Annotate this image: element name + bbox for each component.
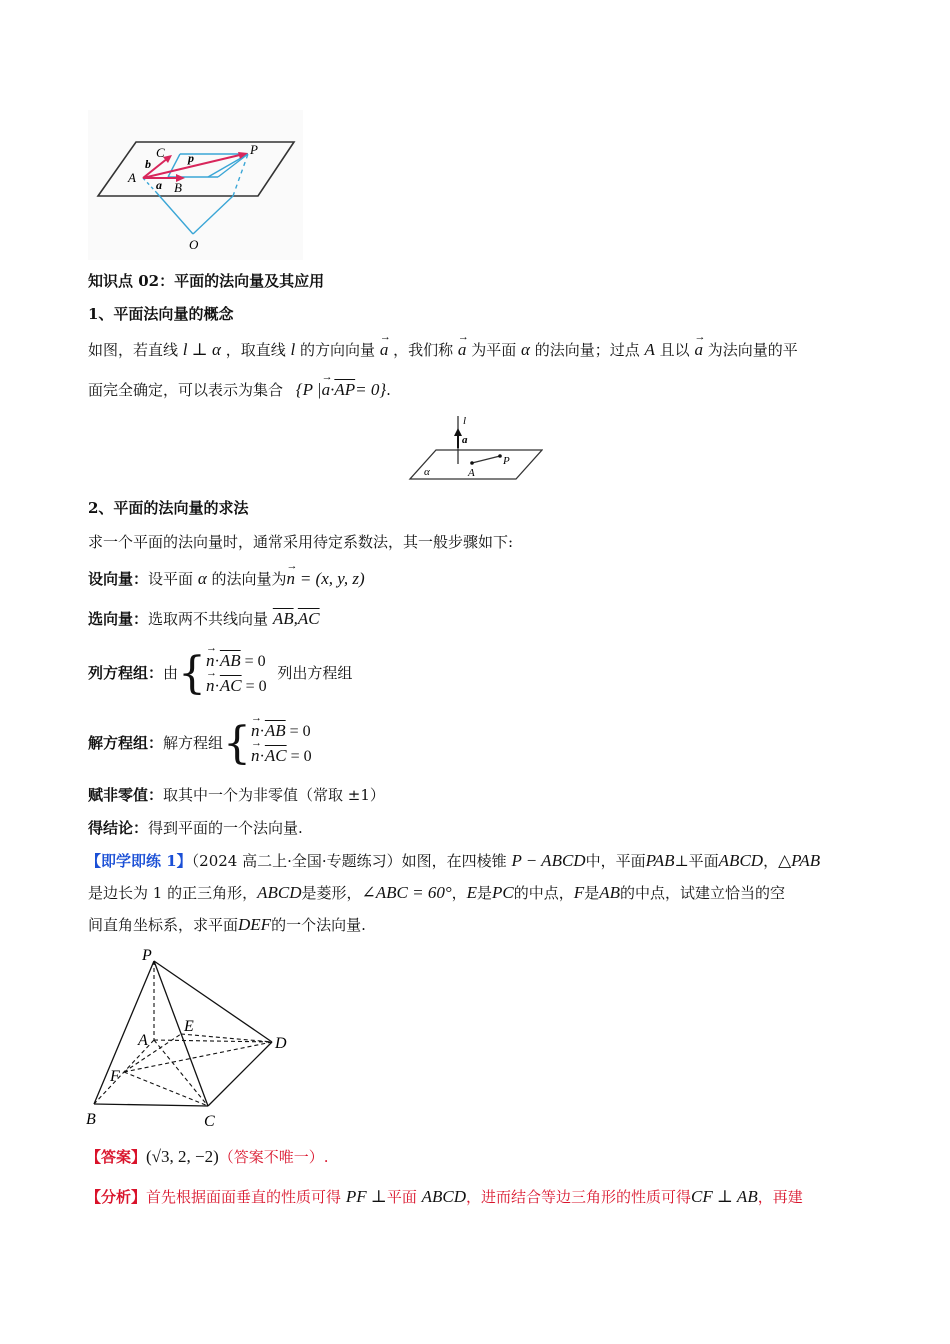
edge-pc bbox=[154, 961, 208, 1106]
figure-pyramid bbox=[84, 944, 294, 1134]
label-e: E bbox=[184, 1018, 194, 1035]
label-f: F bbox=[110, 1068, 120, 1085]
subsection-method-title: 2、平面的法向量的求法 bbox=[88, 499, 249, 517]
answer-line: 【答案】(√3, 2, −2)（答案不唯一）. bbox=[86, 1147, 329, 1166]
segment-fc-hidden bbox=[124, 1072, 208, 1106]
label-a-vector: a bbox=[156, 178, 162, 192]
exercise-tag: 【即学即练 1】 bbox=[86, 852, 192, 870]
figure-normal-vector bbox=[408, 412, 543, 484]
step-conclusion: 得结论：得到平面的一个法向量. bbox=[88, 819, 303, 837]
label-o: O bbox=[189, 237, 199, 252]
label-c: C bbox=[156, 145, 165, 160]
figure-plane-vectors bbox=[88, 110, 303, 260]
point-p bbox=[498, 454, 502, 458]
concept-paragraph-line1: 如图，若直线 l ⊥ α ，取直线 l 的方向向量 → a ，我们称 → a 为平面 α 的法向量；过点 A 且以 → a 为法向量的平 bbox=[88, 339, 798, 361]
concept-paragraph-line2: 面完全确定，可以表示为集合 {P |→ $a\cdot\overline{AP}= 0$}. bbox=[88, 379, 391, 401]
label-b-vector: b bbox=[145, 157, 151, 171]
label-p: P bbox=[503, 455, 510, 467]
label-b: B bbox=[86, 1111, 96, 1128]
exercise-line2: 是边长为 1 的正三角形，ABCD是菱形，∠ABC = 60°，E是PC的中点，F是AB的中点，试建立恰当的空 bbox=[88, 883, 785, 902]
exercise-line1: 【即学即练 1】（2024 高二上·全国·专题练习）如图，在四棱锥 P − ABCD中，平面PAB⊥平面ABCD，△PAB bbox=[86, 851, 821, 870]
label-p: P bbox=[142, 947, 152, 964]
label-a-vector: a bbox=[462, 434, 468, 446]
label-a: A bbox=[468, 467, 475, 479]
edge-ac-hidden bbox=[154, 1040, 208, 1106]
label-p-vector: p bbox=[188, 151, 194, 165]
label-b: B bbox=[174, 180, 182, 195]
edge-cd bbox=[208, 1042, 272, 1106]
step-solve-equations: 解方程组：解方程组{→ $n\cdot\overline{AB} = 0$ → $n\cdot\overline{AC} = 0$ bbox=[88, 719, 312, 769]
label-l: l bbox=[463, 415, 467, 427]
plane-alpha bbox=[410, 450, 542, 479]
section-title: 知识点 02：平面的法向量及其应用 bbox=[88, 272, 325, 290]
answer-tag: 【答案】 bbox=[86, 1148, 147, 1166]
label-alpha: α bbox=[424, 466, 430, 478]
analysis-line: 【分析】首先根据面面垂直的性质可得 PF ⊥平面 ABCD，进而结合等边三角形的性质可得CF ⊥ AB，再建 bbox=[86, 1187, 803, 1206]
label-a: A bbox=[138, 1032, 148, 1049]
label-d: D bbox=[275, 1035, 287, 1052]
equation-system: → $n\cdot\overline{AB} = 0$ → $n\cdot\overline{AC} = 0$ bbox=[206, 649, 267, 699]
step-assign-value: 赋非零值：取其中一个为非零值（常取 ±1） bbox=[88, 786, 385, 804]
step-set-vector: 设向量：设平面 α 的法向量为→ n = (x, y, z) bbox=[88, 568, 365, 590]
vector-a-arrowhead bbox=[454, 428, 462, 436]
equation-system: → $n\cdot\overline{AB} = 0$ → $n\cdot\overline{AC} = 0$ bbox=[251, 719, 312, 769]
label-p: P bbox=[250, 142, 258, 157]
method-intro: 求一个平面的法向量时，通常采用待定系数法，其一般步骤如下: bbox=[88, 533, 514, 551]
label-c: C bbox=[204, 1113, 215, 1130]
edge-bc bbox=[94, 1104, 208, 1106]
label-a: A bbox=[128, 170, 136, 185]
point-a bbox=[470, 461, 474, 465]
step-choose-vector: 选向量：选取两不共线向量 $\overline{AB},\overline{AC}$ bbox=[88, 609, 320, 628]
edge-pd bbox=[154, 961, 272, 1042]
answer-value: (√3, 2, −2) bbox=[146, 1147, 219, 1166]
segment-a-p bbox=[472, 456, 500, 463]
exercise-line3: 间直角坐标系，求平面DEF的一个法向量. bbox=[88, 915, 366, 934]
subsection-concept-title: 1、平面法向量的概念 bbox=[88, 305, 234, 323]
analysis-tag: 【分析】 bbox=[86, 1188, 147, 1206]
step-list-equations: 列方程组：由{→ $n\cdot\overline{AB} = 0$ → $n\cdot\overline{AC} = 0$ 列出方程组 bbox=[88, 649, 352, 699]
